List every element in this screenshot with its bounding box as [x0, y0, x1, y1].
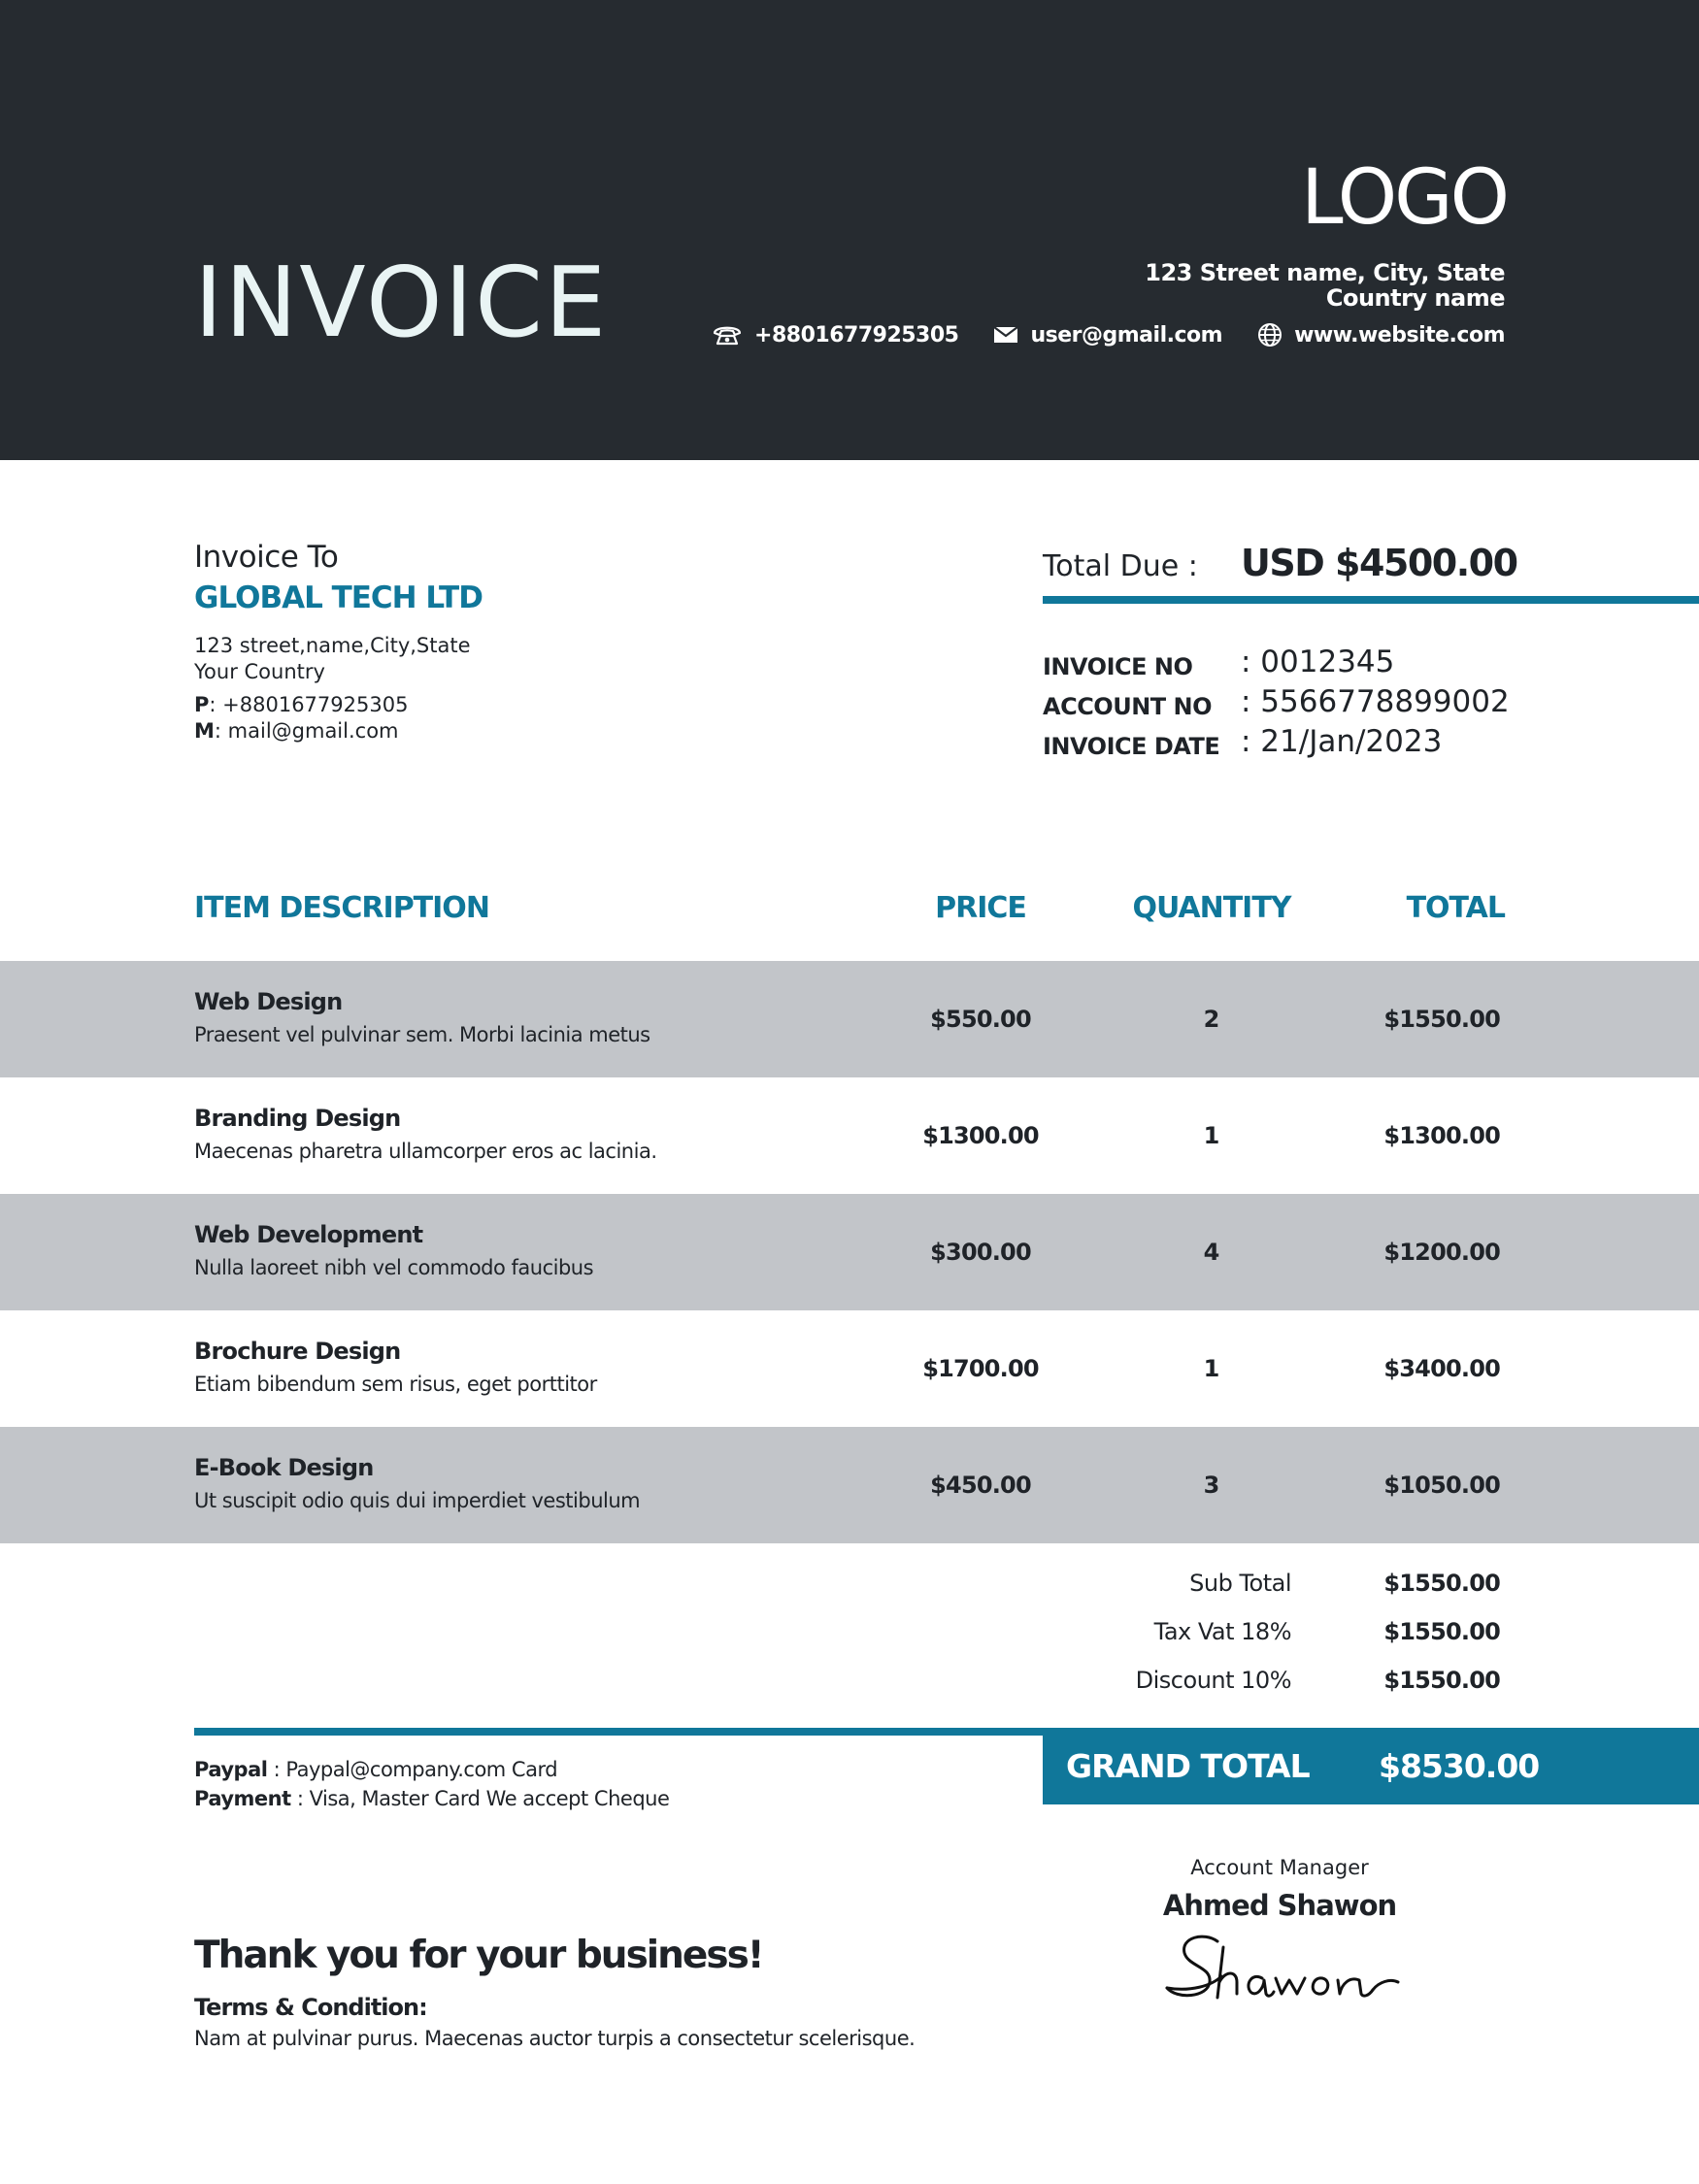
invoice-no-label: INVOICE NO	[1043, 653, 1193, 680]
table-row	[0, 1194, 1699, 1310]
signature-image	[1161, 1928, 1414, 2015]
paypal-value: : Paypal@company.com Card	[267, 1758, 558, 1781]
tax-label: Tax Vat 18%	[1153, 1618, 1291, 1645]
item-price: $550.00	[930, 1006, 1031, 1033]
item-name: E-Book Design	[194, 1454, 374, 1481]
client-mail-value: : mail@gmail.com	[214, 719, 399, 743]
item-name: Web Design	[194, 988, 343, 1015]
item-total: $1050.00	[1383, 1472, 1500, 1499]
item-quantity: 2	[1203, 1006, 1220, 1033]
account-manager-name: Ahmed Shawon	[1162, 1889, 1397, 1922]
contact-website-text: www.website.com	[1294, 322, 1505, 347]
thank-you-message: Thank you for your business!	[194, 1934, 763, 1977]
item-description: Praesent vel pulvinar sem. Morbi lacinia metus	[194, 1023, 650, 1046]
company-address-line2: Country name	[1325, 284, 1505, 312]
total-due-label: Total Due :	[1043, 549, 1198, 583]
item-description: Ut suscipit odio quis dui imperdiet vestibulum	[194, 1489, 641, 1512]
table-row	[0, 961, 1699, 1077]
account-manager-role: Account Manager	[1190, 1856, 1369, 1879]
payment-value: : Visa, Master Card We accept Cheque	[290, 1787, 670, 1810]
table-row	[0, 1077, 1699, 1194]
column-header-total: TOTAL	[1406, 891, 1505, 925]
terms-title: Terms & Condition:	[194, 1994, 427, 2021]
phone-icon	[712, 323, 743, 347]
payment-line	[194, 1784, 669, 1813]
invoice-title: INVOICE	[194, 246, 609, 359]
discount-value: $1550.00	[1383, 1667, 1500, 1694]
invoice-date-value: : 21/Jan/2023	[1241, 724, 1443, 759]
invoice-date-label: INVOICE DATE	[1043, 733, 1220, 760]
contact-email-text: user@gmail.com	[1030, 322, 1223, 347]
item-total: $1300.00	[1383, 1122, 1500, 1149]
client-mail-label: M	[194, 719, 215, 743]
account-no-label: ACCOUNT NO	[1043, 693, 1212, 720]
item-total: $3400.00	[1383, 1355, 1500, 1382]
company-contacts	[677, 322, 1505, 347]
column-header-price: PRICE	[935, 891, 1026, 925]
paypal-label: Paypal	[194, 1758, 268, 1781]
subtotal-value: $1550.00	[1383, 1570, 1500, 1597]
grand-total-value: $8530.00	[1379, 1747, 1540, 1785]
contact-website	[1257, 322, 1505, 347]
terms-text: Nam at pulvinar purus. Maecenas auctor turpis a consectetur scelerisque.	[194, 2027, 916, 2050]
item-quantity: 1	[1203, 1122, 1220, 1149]
item-price: $300.00	[930, 1239, 1031, 1266]
globe-icon	[1257, 322, 1283, 347]
company-address	[1145, 260, 1505, 311]
item-name: Brochure Design	[194, 1338, 401, 1365]
item-total: $1200.00	[1383, 1239, 1500, 1266]
client-details	[194, 633, 471, 745]
discount-label: Discount 10%	[1135, 1667, 1291, 1694]
column-header-quantity: QUANTITY	[1132, 891, 1291, 925]
invoice-meta-values	[1241, 643, 1510, 762]
item-description: Etiam bibendum sem risus, eget porttitor	[194, 1373, 597, 1396]
tax-value: $1550.00	[1383, 1618, 1500, 1645]
item-total: $1550.00	[1383, 1006, 1500, 1033]
invoice-to-label: Invoice To	[194, 540, 339, 575]
item-price: $1700.00	[922, 1355, 1039, 1382]
paypal-line	[194, 1755, 669, 1784]
column-header-description: ITEM DESCRIPTION	[194, 891, 489, 925]
item-name: Web Development	[194, 1221, 423, 1248]
item-quantity: 1	[1203, 1355, 1220, 1382]
invoice-meta-labels	[1043, 647, 1219, 767]
item-quantity: 3	[1203, 1472, 1220, 1499]
contact-phone-text: +8801677925305	[754, 322, 959, 347]
account-no-value: : 5566778899002	[1241, 684, 1510, 719]
total-due-divider	[1043, 596, 1699, 604]
item-description: Maecenas pharetra ullamcorper eros ac lacinia.	[194, 1140, 657, 1163]
table-row	[0, 1427, 1699, 1543]
client-address-line1: 123 street,name,City,State	[194, 634, 471, 657]
grand-total-label: GRAND TOTAL	[1066, 1747, 1310, 1785]
payment-label: Payment	[194, 1787, 291, 1810]
client-phone	[194, 692, 471, 718]
company-logo: LOGO	[1301, 154, 1507, 242]
client-phone-label: P	[194, 693, 210, 716]
item-price: $450.00	[930, 1472, 1031, 1499]
item-quantity: 4	[1203, 1239, 1220, 1266]
company-address-line1: 123 Street name, City, State	[1145, 259, 1505, 286]
item-name: Branding Design	[194, 1105, 401, 1132]
item-price: $1300.00	[922, 1122, 1039, 1149]
payment-info	[194, 1755, 669, 1813]
contact-phone	[712, 323, 958, 347]
client-company-name: GLOBAL TECH LTD	[194, 580, 483, 615]
mail-icon	[993, 325, 1018, 345]
client-phone-value: : +8801677925305	[209, 693, 409, 716]
contact-email	[993, 323, 1222, 347]
item-description: Nulla laoreet nibh vel commodo faucibus	[194, 1256, 594, 1279]
total-due-value: USD $4500.00	[1241, 542, 1517, 584]
table-row	[0, 1310, 1699, 1427]
subtotal-label: Sub Total	[1189, 1570, 1291, 1597]
client-mail	[194, 718, 471, 745]
client-address-line2: Your Country	[194, 660, 325, 683]
invoice-no-value: : 0012345	[1241, 645, 1395, 679]
